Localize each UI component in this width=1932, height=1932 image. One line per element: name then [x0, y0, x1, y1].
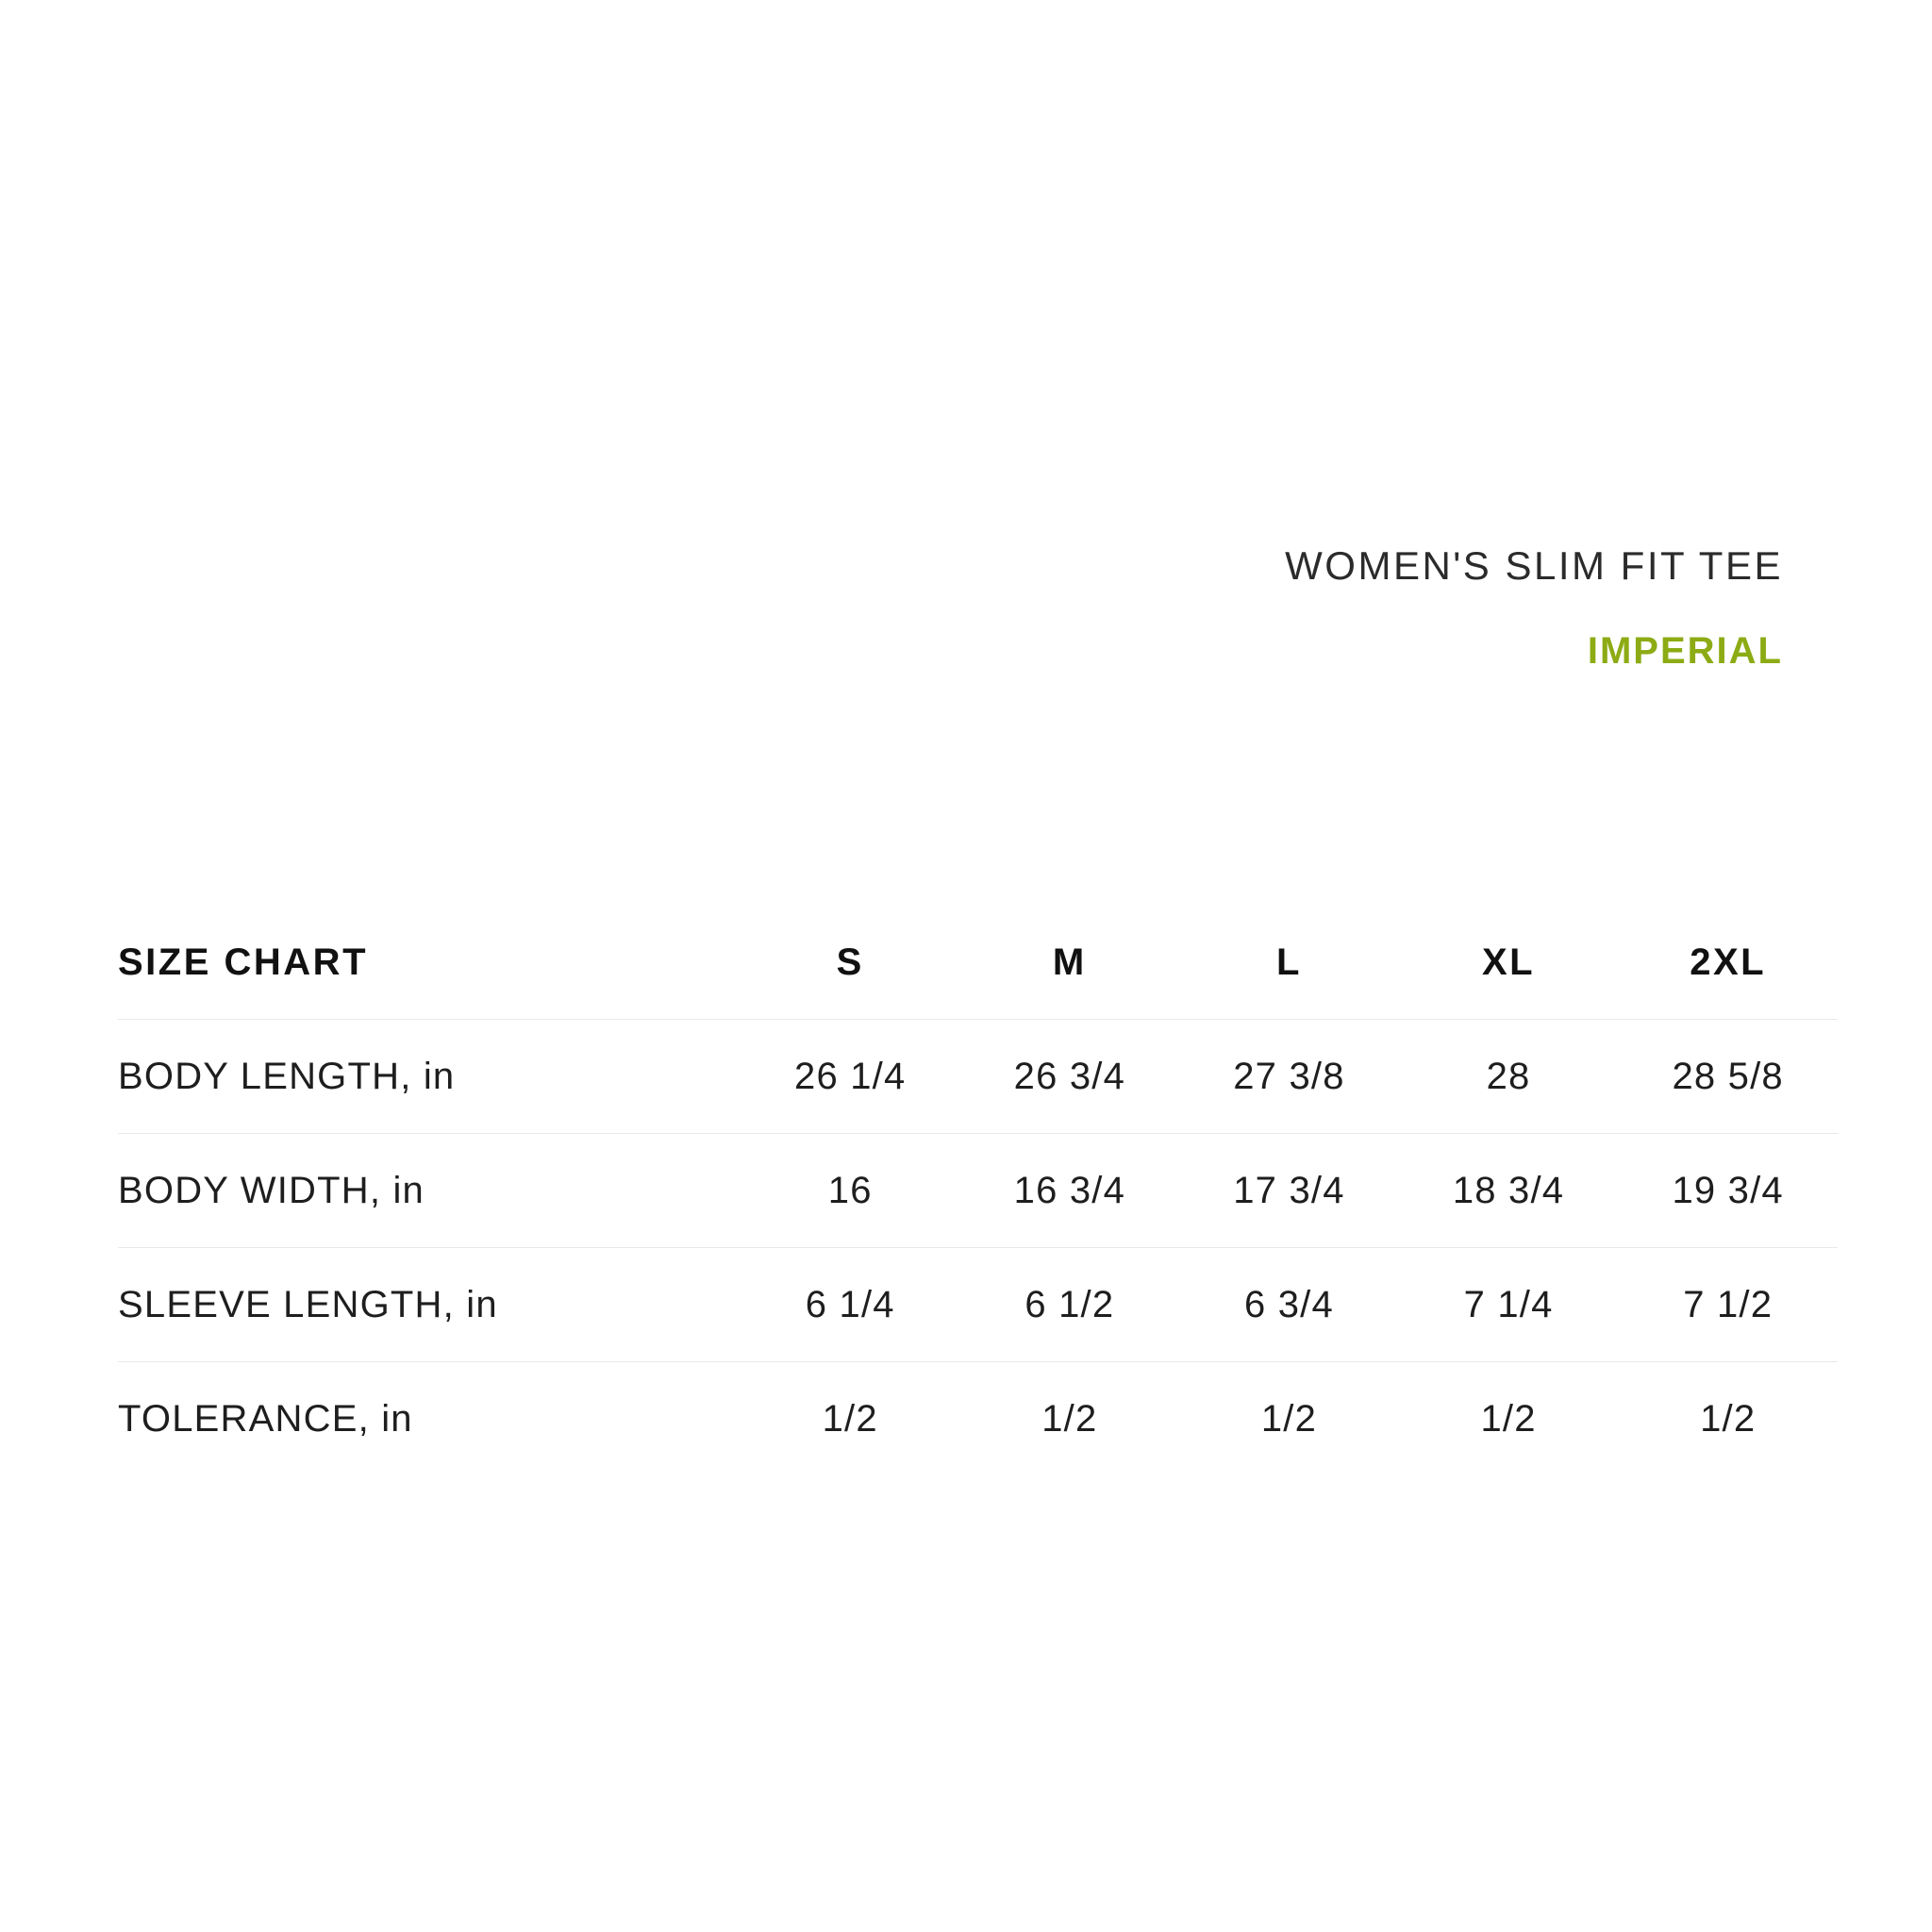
size-value: 16	[741, 1134, 960, 1248]
column-header-l: L	[1275, 941, 1302, 983]
size-chart-table	[118, 906, 1838, 1475]
table-row-body-width	[118, 1134, 1838, 1248]
row-label: BODY LENGTH, in	[118, 1020, 741, 1134]
size-value: 17 3/4	[1179, 1134, 1399, 1248]
size-value: 1/2	[1399, 1362, 1619, 1476]
row-label: TOLERANCE, in	[118, 1362, 741, 1476]
column-header-m: M	[1052, 941, 1087, 983]
size-chart-section	[118, 906, 1838, 1475]
size-value: 18 3/4	[1399, 1134, 1619, 1248]
size-value: 26 1/4	[741, 1020, 960, 1134]
table-row-tolerance	[118, 1362, 1838, 1476]
size-chart-title: SIZE CHART	[118, 941, 368, 983]
imperial-unit-toggle[interactable]: IMPERIAL	[1587, 630, 1783, 673]
size-value: 19 3/4	[1618, 1134, 1838, 1248]
size-value: 6 1/4	[741, 1248, 960, 1362]
column-header-xl: XL	[1481, 941, 1536, 983]
table-row-sleeve-length	[118, 1248, 1838, 1362]
size-value: 1/2	[1618, 1362, 1838, 1476]
size-value: 1/2	[741, 1362, 960, 1476]
row-label: BODY WIDTH, in	[118, 1134, 741, 1248]
column-header-2xl: 2XL	[1690, 941, 1767, 983]
size-chart-header-row	[118, 906, 1838, 1020]
size-value: 6 1/2	[960, 1248, 1180, 1362]
size-value: 28 5/8	[1618, 1020, 1838, 1134]
size-value: 27 3/8	[1179, 1020, 1399, 1134]
size-value: 26 3/4	[960, 1020, 1180, 1134]
table-row-body-length	[118, 1020, 1838, 1134]
size-guide-header	[1285, 543, 1783, 673]
size-value: 6 3/4	[1179, 1248, 1399, 1362]
size-value: 7 1/4	[1399, 1248, 1619, 1362]
size-value: 7 1/2	[1618, 1248, 1838, 1362]
size-value: 1/2	[960, 1362, 1180, 1476]
row-label: SLEEVE LENGTH, in	[118, 1248, 741, 1362]
column-header-s: S	[836, 941, 864, 983]
size-value: 1/2	[1179, 1362, 1399, 1476]
product-title: WOMEN'S SLIM FIT TEE	[1285, 543, 1783, 588]
size-value: 16 3/4	[960, 1134, 1180, 1248]
size-value: 28	[1399, 1020, 1619, 1134]
